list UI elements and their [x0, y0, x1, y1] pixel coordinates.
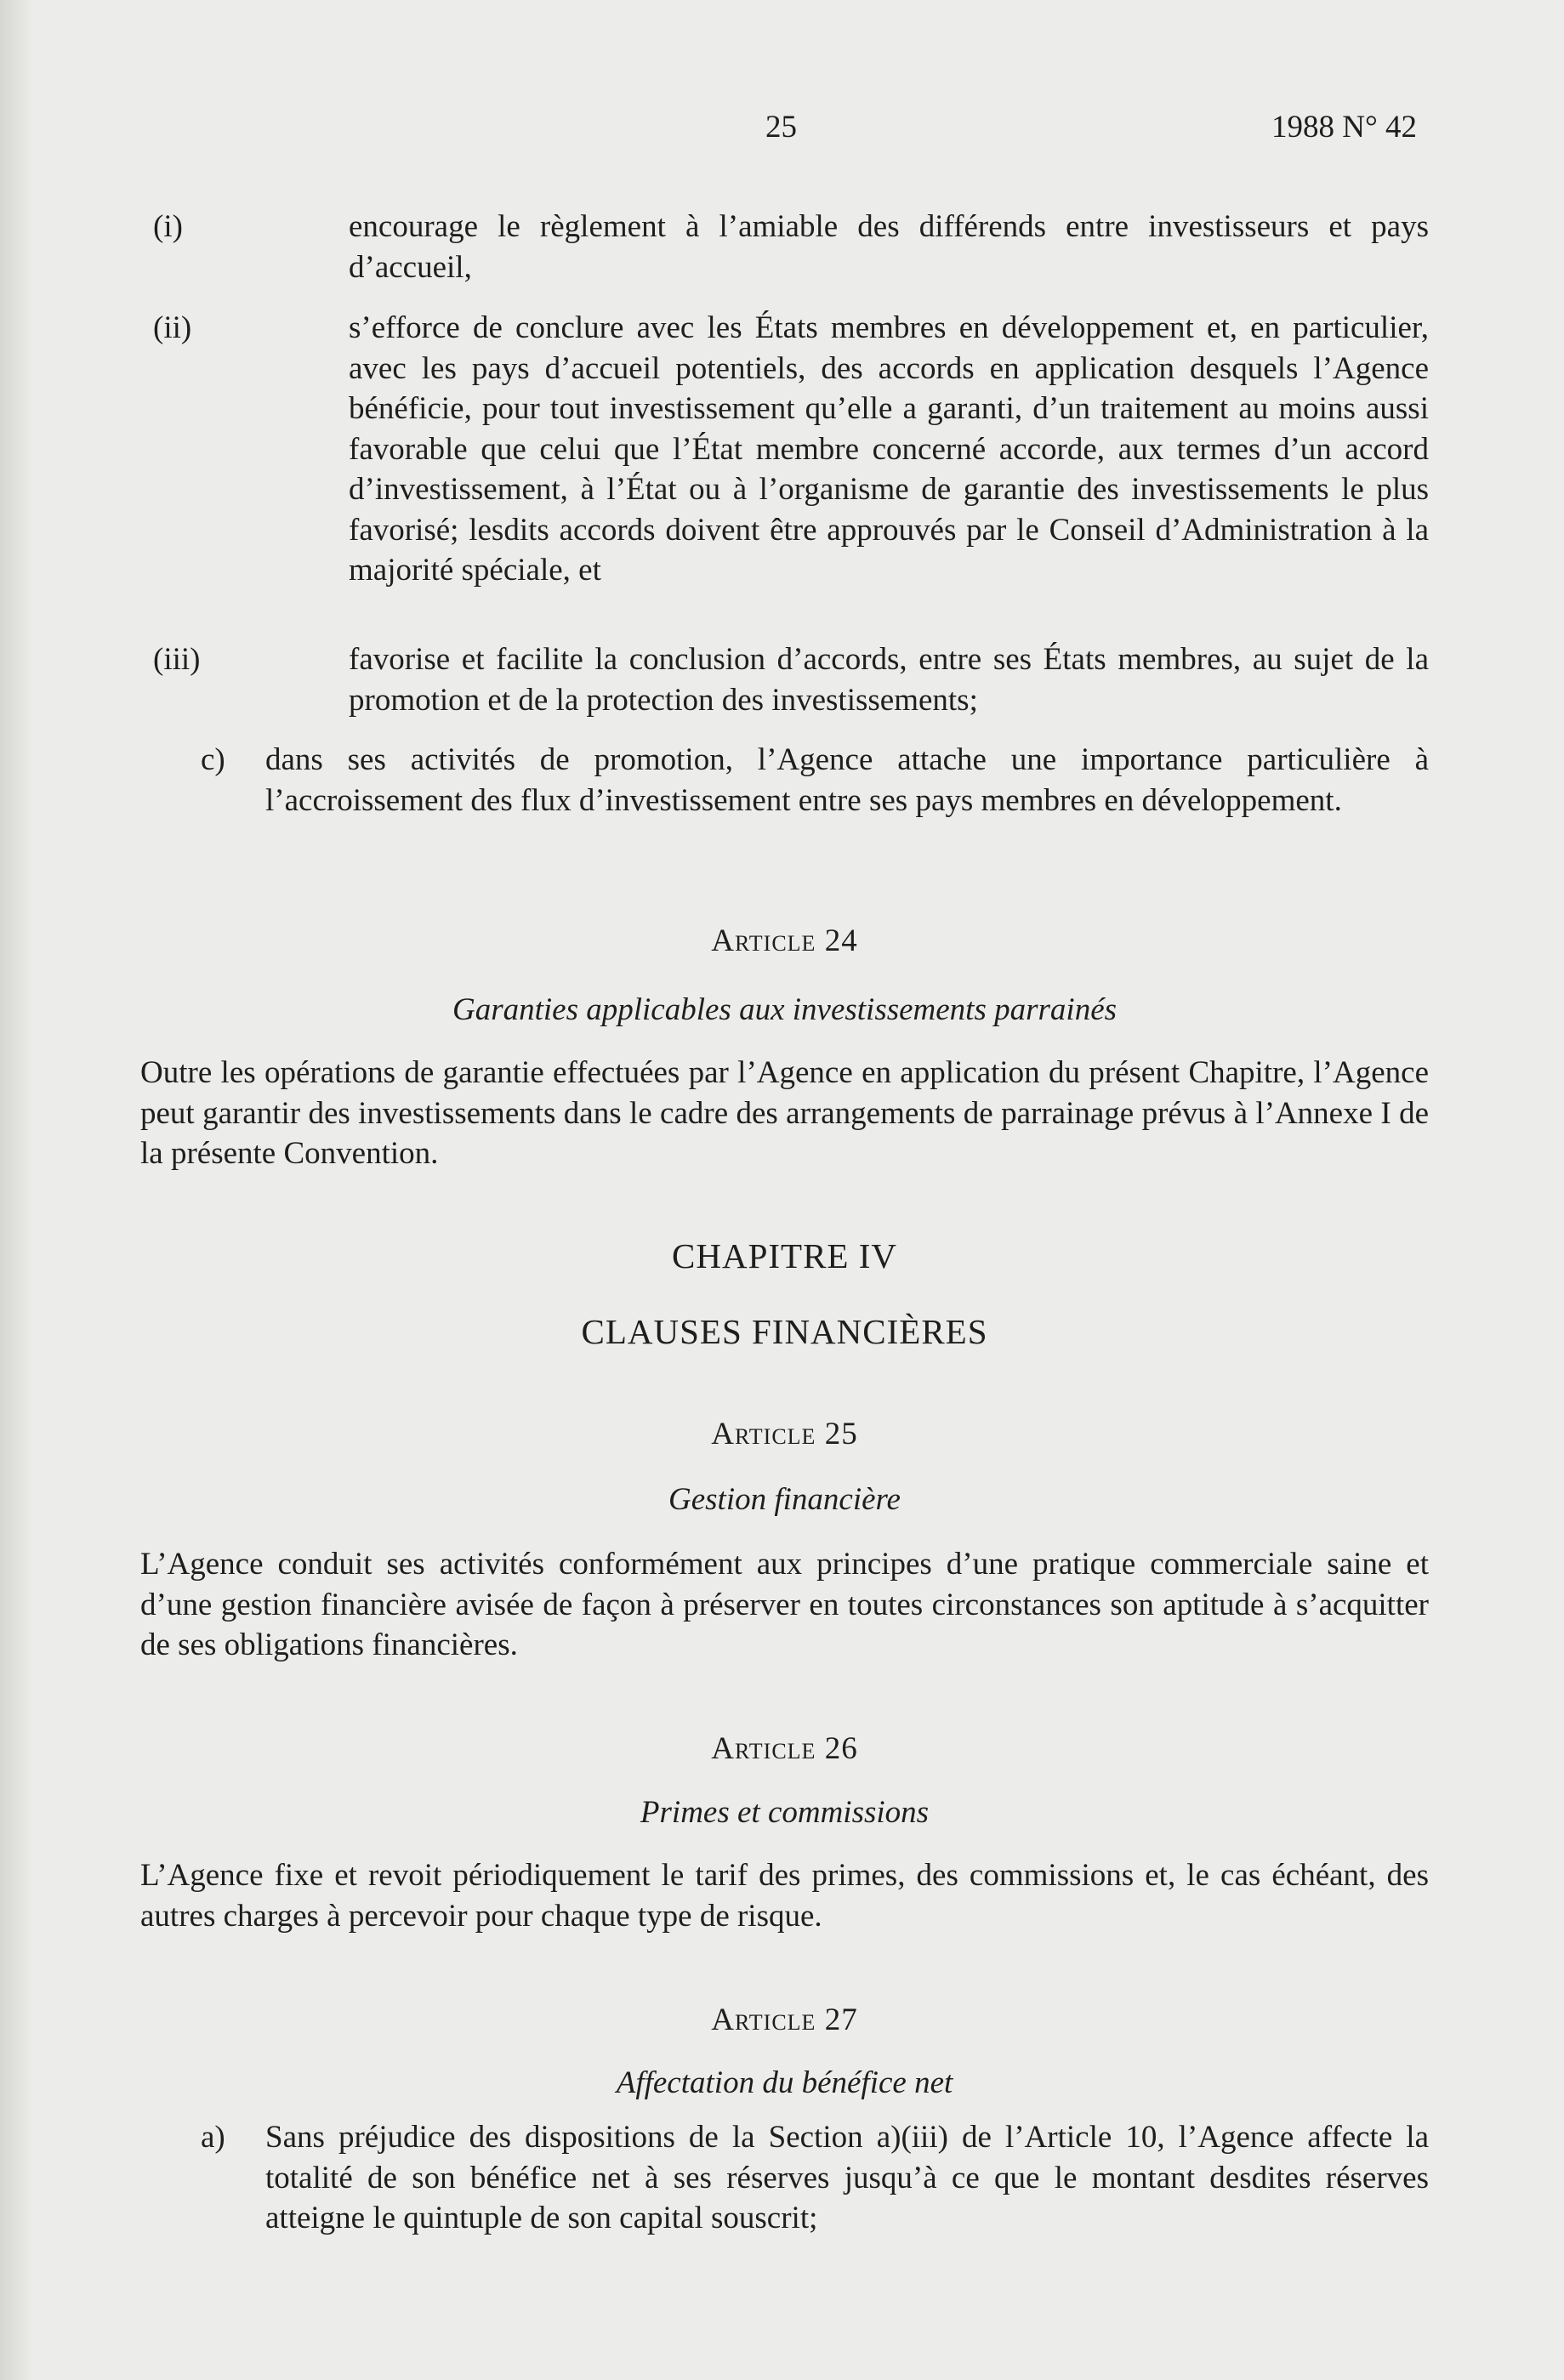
article-paragraph: L’Agence conduit ses activités conformément aux principes d’une pratique commerciale saine et d’une gestion financière avisée de façon à préserver en toutes circonstances son aptitude à s’acquitter de ses obligations financières.: [140, 1547, 1429, 1662]
list-item: [153, 308, 1429, 591]
list-item-number: a): [201, 2120, 225, 2155]
list-item-number: (i): [153, 209, 183, 244]
list-item-text: favorise et facilite la conclusion d’accords, entre ses États membres, au sujet de la promotion et de la protection des investissements;: [349, 642, 1429, 718]
list-item-number: (iii): [153, 642, 201, 677]
article-title: Affectation du bénéfice net: [616, 2065, 953, 2100]
article-title: Primes et commissions: [640, 1795, 930, 1830]
article-paragraph: Outre les opérations de garantie effectuées par l’Agence en application du présent Chapitre, l’Agence peut garantir des investissements dans le cadre des arrangements de parrainage prévus à l’Annexe I de la présente Convention.: [140, 1055, 1429, 1171]
article-title: Gestion financière: [668, 1482, 901, 1517]
list-item-text: encourage le règlement à l’amiable des différends entre investisseurs et pays d’accueil,: [349, 209, 1429, 285]
article-paragraph: L’Agence fixe et revoit périodiquement le tarif des primes, des commissions et, le cas échéant, des autres charges à percevoir pour chaque type de risque.: [140, 1858, 1429, 1934]
chapter-number: CHAPITRE IV: [672, 1236, 897, 1275]
chapter-title: CLAUSES FINANCIÈRES: [581, 1312, 988, 1351]
running-header: 1988 N° 42: [1271, 110, 1418, 145]
list-item-text: s’efforce de conclure avec les États membres en développement et, en particulier, avec les pays d’accueil potentiels, des accords en application desquels l’Agence bénéficie, pour tout investissement qu’elle a garanti, d’un traitement au moins aussi favorable que celui que l’État membre concerné accorde, aux termes d’un accord d’investissement, à l’État ou à l’organisme de garantie des investissements le plus favorisé; lesdits accords doivent être approuvés par le Conseil d’Administration à la majorité spéciale, et: [349, 310, 1429, 588]
page-number: 25: [765, 110, 797, 145]
list-item: [201, 740, 1429, 821]
list-item: [153, 639, 1429, 720]
article-heading: Article 26: [711, 1731, 858, 1766]
page-edge-shadow: [0, 0, 34, 2380]
article-title: Garanties applicables aux investissements parrainés: [452, 992, 1118, 1027]
list-item-number: (ii): [153, 310, 192, 345]
article-heading: Article 25: [711, 1417, 858, 1451]
list-item: [153, 207, 1429, 287]
list-item-number: c): [201, 742, 225, 777]
list-item-text: dans ses activités de promotion, l’Agence attache une importance particulière à l’accroissement des flux d’investissement entre ses pays membres en développement.: [265, 742, 1429, 818]
article-heading: Article 24: [711, 923, 858, 958]
list-item-text: Sans préjudice des dispositions de la Section a)(iii) de l’Article 10, l’Agence affecte la totalité de son bénéfice net à ses réserves jusqu’à ce que le montant desdites réserves atteigne le quintuple de son capital souscrit;: [265, 2120, 1429, 2235]
list-item: [201, 2117, 1429, 2239]
article-heading: Article 27: [711, 2002, 858, 2037]
